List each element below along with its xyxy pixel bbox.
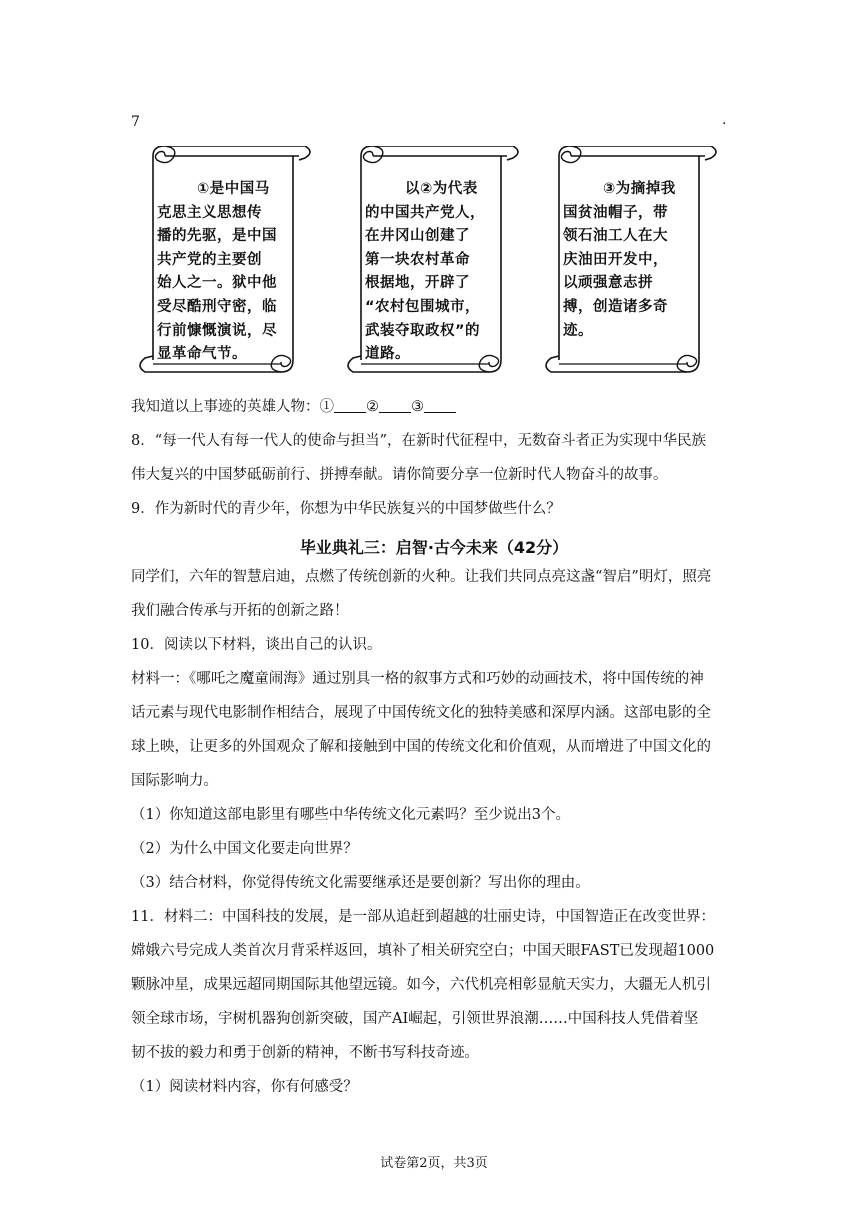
q11-line-1: 11．材料二：中国科技的发展，是一部从追赶到超越的壮丽史诗，中国智造正在改变世界： xyxy=(131,909,715,925)
scroll-line: 国贫油帽子，带 xyxy=(563,204,668,221)
q10-sub-1: （1）你知道这部电影里有哪些中华传统文化元素吗？至少说出3个。 xyxy=(131,807,570,823)
scroll-line: 共产党的主要创 xyxy=(157,251,262,268)
answer-prefix: 我知道以上事迹的英雄人物： xyxy=(131,399,320,415)
q10-sub-3: （3）结合材料，你觉得传统文化需要继承还是要创新？写出你的理由。 xyxy=(131,875,590,891)
q10-title: 10．阅读以下材料，谈出自己的认识。 xyxy=(131,637,382,653)
scroll-line: 显革命气节。 xyxy=(157,346,247,363)
scroll-line: 受尽酷刑守密，临 xyxy=(157,298,277,315)
scroll-line: 以顽强意志拼 xyxy=(563,275,653,292)
scroll-line: 道路。 xyxy=(365,346,410,363)
q11-sub-1: （1）阅读材料内容，你有何感受？ xyxy=(131,1079,358,1095)
intro-line-1: 同学们，六年的智慧启迪，点燃了传统创新的火种。让我们共同点亮这盏“智启”明灯，照亮 xyxy=(131,569,712,585)
scroll-line: ③为摘掉我 xyxy=(603,181,676,197)
q11-line-4: 领全球市场，宇树机器狗创新突破，国产AI崛起，引领世界浪潮……中国科技人凭借着坚 xyxy=(131,1011,699,1027)
q7-answer-line xyxy=(131,397,456,417)
q10-material-line-3: 球上映，让更多的外国观众了解和接触到中国的传统文化和价值观，从而增进了中国文化的 xyxy=(131,739,711,755)
q10-sub-2: （2）为什么中国文化要走向世界？ xyxy=(131,841,358,857)
scroll-line: “农村包围城市， xyxy=(365,298,481,315)
scroll-line: 庆油田开发中， xyxy=(563,251,668,268)
q11-line-2: 嫦娥六号完成人类首次月背采样返回，填补了相关研究空白；中国天眼FAST已发现超1000 xyxy=(131,943,715,959)
q11-line-5: 韧不拔的毅力和勇于创新的精神，不断书写科技奇迹。 xyxy=(131,1045,479,1061)
scroll-line: 始人之一。狱中他 xyxy=(157,275,277,292)
scroll-line: 第一块农村革命 xyxy=(365,251,470,268)
marker-3: ③ xyxy=(411,399,424,415)
q8-line-2: 伟大复兴的中国梦砥砺前行、拼搏奉献。请你简要分享一位新时代人物奋斗的故事。 xyxy=(131,467,668,483)
q10-material-line-1: 材料一：《哪吒之魔童闹海》通过别具一格的叙事方式和巧妙的动画技术，将中国传统的神 xyxy=(131,671,704,687)
section-heading: 毕业典礼三：启智·古今未来（42分） xyxy=(299,538,569,557)
scroll-line: 的中国共产党人， xyxy=(365,204,485,221)
page-footer: 试卷第2页，共3页 xyxy=(380,1156,488,1171)
scroll-line: 搏，创造诸多奇 xyxy=(563,298,668,315)
scroll-line: ①是中国马 xyxy=(197,181,270,197)
q8-line-1: 8．“每一代人有每一代人的使命与担当”，在新时代征程中，无数奋斗者正为实现中华民族 xyxy=(131,433,707,449)
scroll-line: 迹。 xyxy=(563,322,593,339)
scroll-text-2 xyxy=(365,178,503,367)
scroll-line: 领石油工人在大 xyxy=(563,228,668,245)
scroll-card-1 xyxy=(135,146,313,382)
scroll-line: 在井冈山创建了 xyxy=(365,228,470,245)
scroll-card-2 xyxy=(343,146,521,382)
scroll-line: 播的先驱，是中国 xyxy=(157,228,277,245)
marker-2: ② xyxy=(366,399,379,415)
q11-line-3: 颗脉冲星，成果远超同期国际其他望远镜。如今，六代机亮相彰显航天实力，大疆无人机引 xyxy=(131,977,711,993)
scroll-card-3 xyxy=(541,146,719,382)
scroll-line: 行前慷慨演说，尽 xyxy=(157,322,277,339)
q10-material-line-4: 国际影响力。 xyxy=(131,773,218,789)
scroll-text-1 xyxy=(157,178,295,367)
answer-blank-1[interactable] xyxy=(334,398,366,413)
marker-1: ① xyxy=(319,399,334,415)
answer-blank-3[interactable] xyxy=(424,398,456,413)
scroll-line: 根据地，开辟了 xyxy=(365,275,470,292)
intro-line-2: 我们融合传承与开拓的创新之路！ xyxy=(131,603,349,619)
scroll-text-3 xyxy=(563,178,701,343)
answer-blank-2[interactable] xyxy=(379,398,411,413)
scroll-line: 克思主义思想传 xyxy=(157,204,262,221)
question-number-7: 7 xyxy=(131,114,140,130)
scroll-line: 武装夺取政权”的 xyxy=(365,322,481,339)
scroll-line: 以②为代表 xyxy=(405,181,478,197)
header-dot: . xyxy=(722,112,727,128)
q9-text: 9．作为新时代的青少年，你想为中华民族复兴的中国梦做些什么？ xyxy=(131,501,561,517)
q10-material-line-2: 话元素与现代电影制作相结合，展现了中国传统文化的独特美感和深厚内涵。这部电影的全 xyxy=(131,705,711,721)
